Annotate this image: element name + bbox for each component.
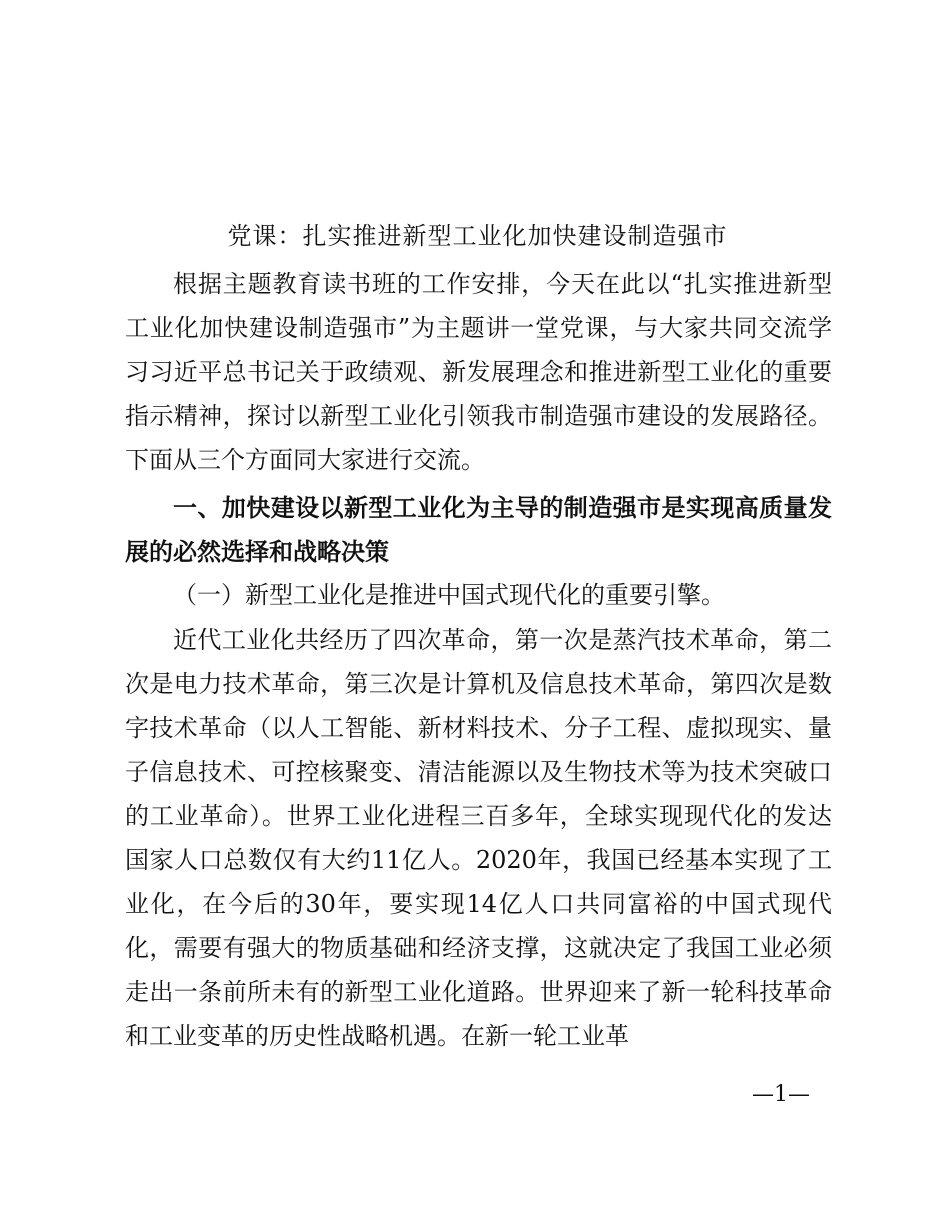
intro-paragraph: 根据主题教育读书班的工作安排，今天在此以“扎实推进新型工业化加快建设制造强市”为主题讲一堂党课，与大家共同交流学习习近平总书记关于政绩观、新发展理念和推进新型工业化的重要指示精神，探讨以新型工业化引领我市制造强市建设的发展路径。下面从三个方面同大家进行交流。 xyxy=(125,270,832,474)
document-title: 党课：扎实推进新型工业化加快建设制造强市 xyxy=(227,222,728,250)
page-number: —1— xyxy=(752,1082,810,1107)
body-paragraph: 近代工业化共经历了四次革命，第一次是蒸汽技术革命，第二次是电力技术革命，第三次是计算机及信息技术革命，第四次是数字技术革命（以人工智能、新材料技术、分子工程、虚拟现实、量子信息技术、可控核聚变、清洁能源以及生物技术等为技术突破口的工业革命）。世界工业化进程三百多年，全球实现现代化的发达国家人口总数仅有大约11亿人。2020年，我国已经基本实现了工业化，在今后的30年，要实现14亿人口共同富裕的中国式现代化，需要有强大的物质基础和经济支撑，这就决定了我国工业必须走出一条前所未有的新型工业化道路。世界迎来了新一轮科技革命和工业变革的历史性战略机遇。在新一轮工业革 xyxy=(125,626,832,1050)
section-heading: 一、加快建设以新型工业化为主导的制造强市是实现高质量发展的必然选择和战略决策 xyxy=(125,494,832,566)
subsection-heading: （一）新型工业化是推进中国式现代化的重要引擎。 xyxy=(173,581,725,609)
